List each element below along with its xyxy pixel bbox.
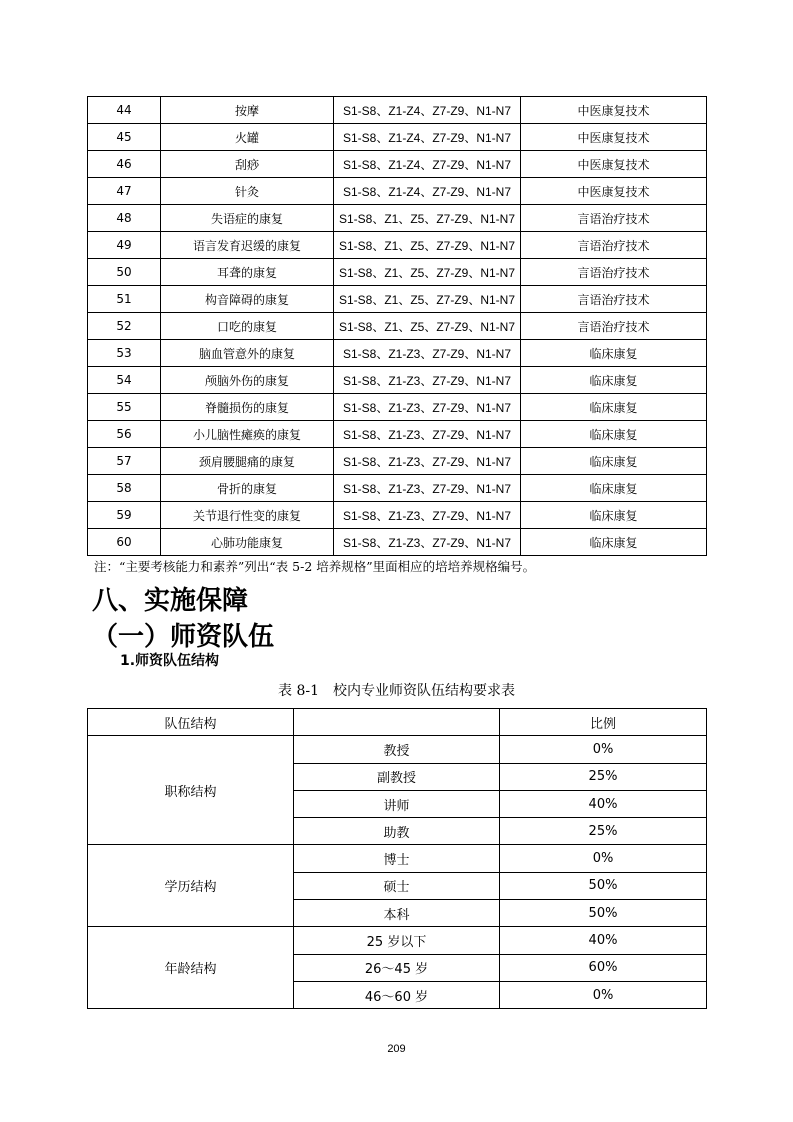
ratio-cell: 50% <box>500 900 707 927</box>
table-row <box>88 927 707 954</box>
row-number-cell: 49 <box>88 232 161 259</box>
course-cell: 中医康复技术 <box>521 124 707 151</box>
row-number-cell: 57 <box>88 448 161 475</box>
row-number-cell: 59 <box>88 502 161 529</box>
row-number-cell: 47 <box>88 178 161 205</box>
ratio-cell: 60% <box>500 954 707 981</box>
table-row <box>88 367 707 394</box>
spec-codes-cell: S1-S8、Z1-Z3、Z7-Z9、N1-N7 <box>334 340 521 367</box>
row-number-cell: 51 <box>88 286 161 313</box>
item-name-cell: 脑血管意外的康复 <box>161 340 334 367</box>
spec-codes-cell: S1-S8、Z1-Z3、Z7-Z9、N1-N7 <box>334 367 521 394</box>
ratio-cell: 0% <box>500 845 707 872</box>
spec-codes-cell: S1-S8、Z1、Z5、Z7-Z9、N1-N7 <box>334 286 521 313</box>
row-number-cell: 56 <box>88 421 161 448</box>
item-name-cell: 火罐 <box>161 124 334 151</box>
item-name-cell: 耳聋的康复 <box>161 259 334 286</box>
category-cell: 教授 <box>294 736 500 763</box>
category-cell: 本科 <box>294 900 500 927</box>
row-number-cell: 44 <box>88 97 161 124</box>
table-row <box>88 448 707 475</box>
item-name-cell: 颈肩腰腿痛的康复 <box>161 448 334 475</box>
table-row <box>88 259 707 286</box>
category-cell: 46～60 岁 <box>294 981 500 1008</box>
item-name-cell: 脊髓损伤的康复 <box>161 394 334 421</box>
spec-codes-cell: S1-S8、Z1-Z3、Z7-Z9、N1-N7 <box>334 502 521 529</box>
course-cell: 言语治疗技术 <box>521 313 707 340</box>
spec-codes-cell: S1-S8、Z1-Z3、Z7-Z9、N1-N7 <box>334 421 521 448</box>
course-cell: 临床康复 <box>521 529 707 556</box>
course-cell: 中医康复技术 <box>521 178 707 205</box>
spec-codes-cell: S1-S8、Z1-Z3、Z7-Z9、N1-N7 <box>334 529 521 556</box>
ratio-cell: 40% <box>500 790 707 817</box>
page-number: 209 <box>387 1043 406 1055</box>
category-cell: 助教 <box>294 818 500 845</box>
category-cell: 博士 <box>294 845 500 872</box>
category-cell: 26～45 岁 <box>294 954 500 981</box>
table-row <box>88 313 707 340</box>
table-row <box>88 529 707 556</box>
category-cell: 讲师 <box>294 790 500 817</box>
assessment-table <box>87 96 707 556</box>
item-name-cell: 按摩 <box>161 97 334 124</box>
ratio-cell: 25% <box>500 818 707 845</box>
table-row <box>88 845 707 872</box>
course-cell: 临床康复 <box>521 394 707 421</box>
spec-codes-cell: S1-S8、Z1、Z5、Z7-Z9、N1-N7 <box>334 313 521 340</box>
header-cell-blank <box>294 709 500 736</box>
item-name-cell: 颅脑外伤的康复 <box>161 367 334 394</box>
row-number-cell: 58 <box>88 475 161 502</box>
row-number-cell: 50 <box>88 259 161 286</box>
table-row <box>88 97 707 124</box>
table-row <box>88 232 707 259</box>
table-row <box>88 736 707 763</box>
ratio-cell: 0% <box>500 981 707 1008</box>
subsection-heading: （一）师资队伍 <box>92 622 275 652</box>
row-number-cell: 55 <box>88 394 161 421</box>
spec-codes-cell: S1-S8、Z1、Z5、Z7-Z9、N1-N7 <box>334 232 521 259</box>
ratio-cell: 40% <box>500 927 707 954</box>
table-header-row <box>88 709 707 736</box>
course-cell: 临床康复 <box>521 421 707 448</box>
row-number-cell: 54 <box>88 367 161 394</box>
course-cell: 临床康复 <box>521 502 707 529</box>
row-number-cell: 60 <box>88 529 161 556</box>
spec-codes-cell: S1-S8、Z1-Z4、Z7-Z9、N1-N7 <box>334 124 521 151</box>
table-row <box>88 394 707 421</box>
spec-codes-cell: S1-S8、Z1、Z5、Z7-Z9、N1-N7 <box>334 259 521 286</box>
course-cell: 临床康复 <box>521 475 707 502</box>
table-row <box>88 205 707 232</box>
table-row <box>88 340 707 367</box>
table-row <box>88 178 707 205</box>
item-name-cell: 小儿脑性瘫痪的康复 <box>161 421 334 448</box>
table-caption: 表 8-1 校内专业师资队伍结构要求表 <box>278 683 515 699</box>
faculty-structure-table <box>87 708 707 1009</box>
spec-codes-cell: S1-S8、Z1-Z3、Z7-Z9、N1-N7 <box>334 475 521 502</box>
table-row <box>88 421 707 448</box>
row-number-cell: 52 <box>88 313 161 340</box>
item-name-cell: 语言发育迟缓的康复 <box>161 232 334 259</box>
ratio-cell: 0% <box>500 736 707 763</box>
spec-codes-cell: S1-S8、Z1-Z4、Z7-Z9、N1-N7 <box>334 178 521 205</box>
ratio-cell: 25% <box>500 763 707 790</box>
spec-codes-cell: S1-S8、Z1-Z4、Z7-Z9、N1-N7 <box>334 151 521 178</box>
course-cell: 中医康复技术 <box>521 97 707 124</box>
spec-codes-cell: S1-S8、Z1-Z4、Z7-Z9、N1-N7 <box>334 97 521 124</box>
row-number-cell: 48 <box>88 205 161 232</box>
category-cell: 副教授 <box>294 763 500 790</box>
group-label-cell: 年龄结构 <box>88 927 294 1009</box>
spec-codes-cell: S1-S8、Z1-Z3、Z7-Z9、N1-N7 <box>334 448 521 475</box>
item-name-cell: 关节退行性变的康复 <box>161 502 334 529</box>
faculty-structure-table-body <box>88 709 707 1009</box>
table-row <box>88 475 707 502</box>
item-name-cell: 骨折的康复 <box>161 475 334 502</box>
course-cell: 言语治疗技术 <box>521 232 707 259</box>
table-row <box>88 502 707 529</box>
row-number-cell: 53 <box>88 340 161 367</box>
sub-subsection-heading: 1.师资队伍结构 <box>120 653 220 669</box>
table-row <box>88 286 707 313</box>
spec-codes-cell: S1-S8、Z1-Z3、Z7-Z9、N1-N7 <box>334 394 521 421</box>
course-cell: 言语治疗技术 <box>521 205 707 232</box>
item-name-cell: 刮痧 <box>161 151 334 178</box>
assessment-table-body <box>88 97 707 556</box>
table-note: 注：“主要考核能力和素养”列出“表 5-2 培养规格”里面相应的培培养规格编号。 <box>94 559 536 574</box>
course-cell: 临床康复 <box>521 340 707 367</box>
spec-codes-cell: S1-S8、Z1、Z5、Z7-Z9、N1-N7 <box>334 205 521 232</box>
item-name-cell: 口吃的康复 <box>161 313 334 340</box>
item-name-cell: 心肺功能康复 <box>161 529 334 556</box>
table-row <box>88 151 707 178</box>
header-cell-structure: 队伍结构 <box>88 709 294 736</box>
course-cell: 言语治疗技术 <box>521 286 707 313</box>
category-cell: 硕士 <box>294 872 500 899</box>
item-name-cell: 针灸 <box>161 178 334 205</box>
course-cell: 临床康复 <box>521 367 707 394</box>
header-cell-ratio: 比例 <box>500 709 707 736</box>
group-label-cell: 学历结构 <box>88 845 294 927</box>
row-number-cell: 45 <box>88 124 161 151</box>
category-cell: 25 岁以下 <box>294 927 500 954</box>
row-number-cell: 46 <box>88 151 161 178</box>
course-cell: 言语治疗技术 <box>521 259 707 286</box>
group-label-cell: 职称结构 <box>88 736 294 845</box>
item-name-cell: 构音障碍的康复 <box>161 286 334 313</box>
section-heading: 八、实施保障 <box>92 586 249 616</box>
item-name-cell: 失语症的康复 <box>161 205 334 232</box>
ratio-cell: 50% <box>500 872 707 899</box>
course-cell: 中医康复技术 <box>521 151 707 178</box>
course-cell: 临床康复 <box>521 448 707 475</box>
table-row <box>88 124 707 151</box>
